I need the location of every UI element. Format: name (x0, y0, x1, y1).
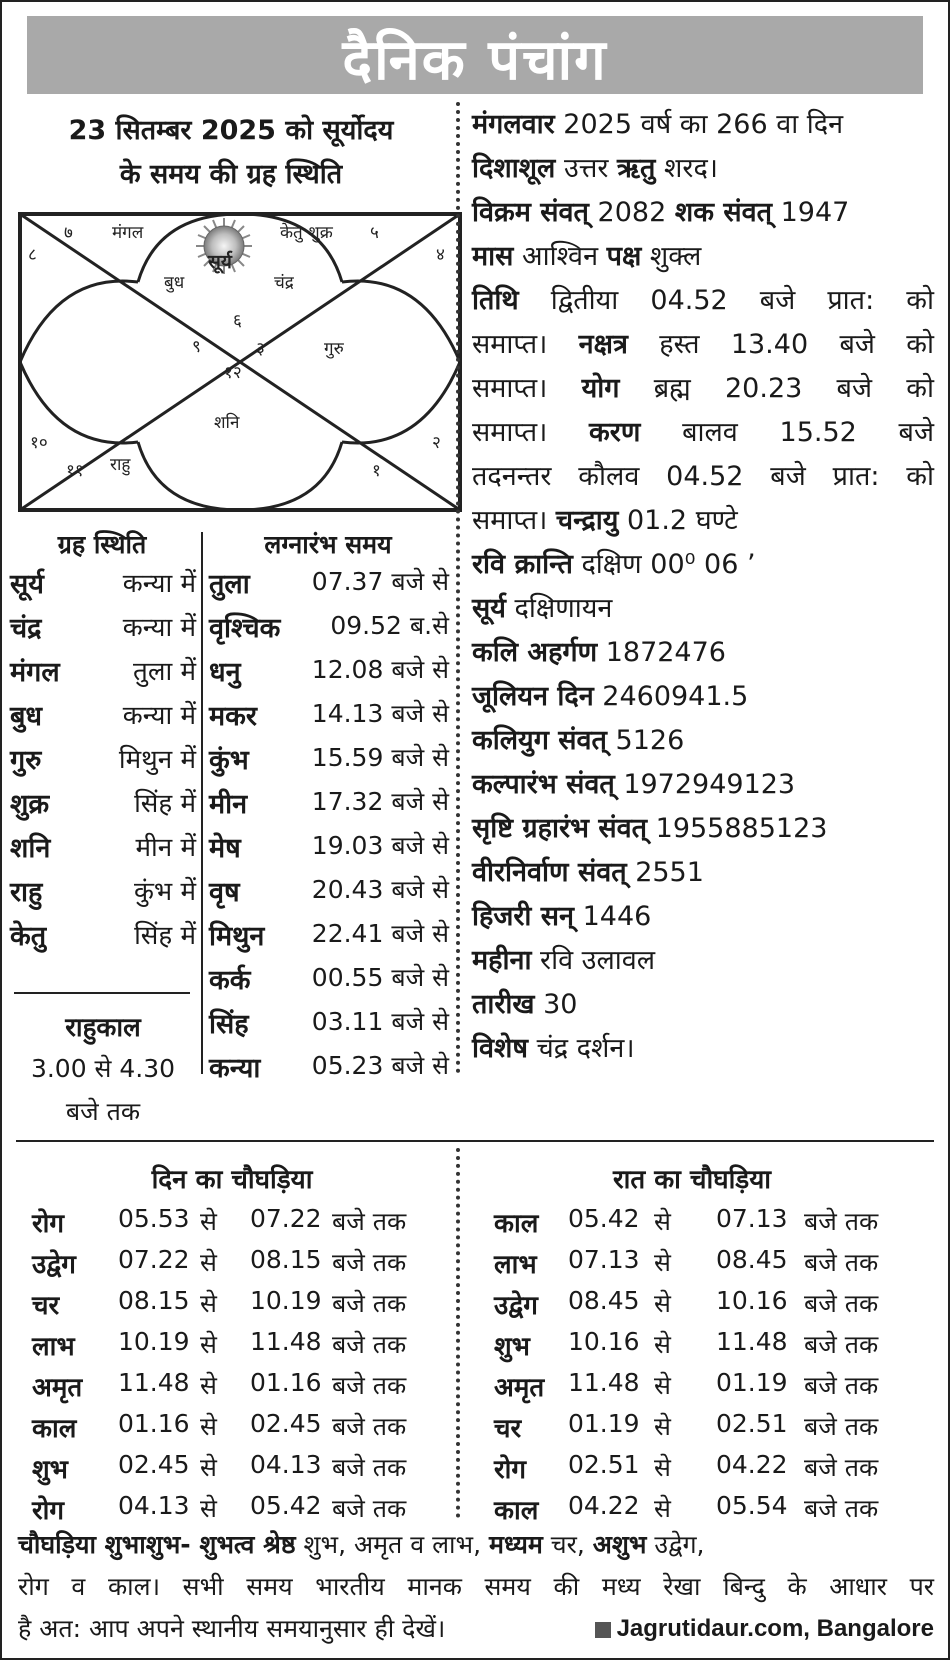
panchang-line-segment: 1947 (772, 197, 850, 228)
lagna-time: 05.23 बजे से (311, 1051, 449, 1080)
choghadiya-to: 05.42 (250, 1491, 322, 1520)
graha-planet: बुध (10, 701, 43, 732)
panchang-line-segment: 01.2 घण्टे (618, 505, 738, 536)
rahukaal-suffix: बजे तक (65, 1097, 141, 1126)
panchang-line-segment: मंगलवार (472, 109, 555, 140)
graha-row (10, 608, 196, 654)
panchang-line-segment: नक्षत्र (578, 329, 628, 360)
panchang-line (472, 630, 934, 676)
panchang-line (472, 542, 934, 588)
panchang-line (472, 850, 934, 896)
choghadiya-se: से (200, 1207, 217, 1236)
lagna-row (209, 564, 449, 610)
panchang-line-segment: महीना (472, 945, 532, 976)
panchang-line-segment: वीरनिर्वाण संवत् (472, 857, 627, 888)
choghadiya-name: लाभ (494, 1250, 537, 1280)
lagna-rashi: मिथुन (209, 921, 265, 952)
panchang-line-segment: जूलियन दिन (472, 681, 594, 712)
choghadiya-from: 04.13 (118, 1491, 190, 1520)
divider-choghadiya-vertical (456, 1148, 460, 1518)
choghadiya-se: से (654, 1289, 671, 1318)
choghadiya-to: 10.16 (716, 1286, 788, 1315)
panchang-line-segment: चंद्र दर्शन। (527, 1033, 635, 1064)
panchang-line (472, 806, 934, 852)
footer-credit-text: Jagrutidaur.com, Bangalore (616, 1615, 934, 1642)
night-choghadiya-heading: रात का चौघड़िया (612, 1165, 772, 1195)
choghadiya-from: 07.22 (118, 1245, 190, 1274)
rahukaal-time: 3.00 से 4.30 (30, 1054, 176, 1083)
panchang-line-segment: 2460941.5 (593, 681, 749, 712)
lagna-row (209, 784, 449, 830)
choghadiya-se: से (654, 1453, 671, 1482)
panchang-line-segment: सृष्टि ग्रहारंभ संवत् (472, 813, 648, 844)
choghadiya-name: चर (32, 1291, 60, 1321)
panchang-line (472, 762, 934, 808)
footer-line-1-segment: अशुभ (592, 1530, 647, 1559)
choghadiya-from: 10.19 (118, 1327, 190, 1356)
divider-choghadiya (16, 1140, 934, 1142)
choghadiya-from: 11.48 (118, 1368, 190, 1397)
panchang-line (472, 894, 934, 940)
panchang-line-segment: मास (472, 241, 514, 272)
panchang-line (472, 410, 934, 456)
rahukaal-heading: राहुकाल (65, 1013, 141, 1043)
panchang-line-segment: सूर्य (472, 593, 506, 624)
choghadiya-se: से (200, 1330, 217, 1359)
lagna-rashi: धनु (209, 657, 241, 688)
panchang-line (472, 674, 934, 720)
choghadiya-se: से (200, 1289, 217, 1318)
lagna-rashi: सिंह (209, 1009, 249, 1040)
panchang-line-segment: करण (589, 417, 641, 448)
panchang-line (472, 102, 934, 148)
kundali-chart (18, 212, 462, 512)
divider-graha-lagna (201, 532, 203, 1074)
graha-planet: सूर्य (10, 569, 44, 600)
panchang-line-segment: विशेष (472, 1033, 528, 1064)
choghadiya-from: 08.45 (568, 1286, 640, 1315)
lagna-row (209, 960, 449, 1006)
panchang-line (472, 1026, 934, 1072)
panchang-line-segment: रवि उलावल (531, 945, 656, 976)
footer-line-1-segment: उद्वेग, (646, 1530, 705, 1559)
panchang-line-segment: दक्षिण 00⁰ 06 ’ (572, 549, 756, 580)
panchang-line (472, 586, 934, 632)
panchang-line (472, 938, 934, 984)
choghadiya-tak: बजे तक (804, 1453, 879, 1482)
house-number-2: २ (432, 433, 441, 453)
graha-row (10, 784, 196, 830)
graha-sign: मीन में (135, 833, 196, 863)
lagna-rashi: कुंभ (209, 745, 249, 776)
footer-line-1-segment: चौघड़िया शुभाशुभ- (18, 1530, 200, 1559)
choghadiya-from: 02.51 (568, 1450, 640, 1479)
house-number-7: ७ (64, 223, 73, 243)
panchang-line (472, 278, 934, 324)
panchang-line-segment: विक्रम संवत् (472, 197, 589, 228)
panchang-line-segment: दक्षिणायन (505, 593, 613, 624)
chart-heading-line-1: 23 सितम्बर 2025 को सूर्योदय (68, 115, 394, 146)
choghadiya-se: से (200, 1453, 217, 1482)
choghadiya-name: रोग (32, 1496, 65, 1526)
choghadiya-to: 01.19 (716, 1368, 788, 1397)
panchang-line (472, 366, 934, 412)
lagna-rashi: वृश्चिक (209, 613, 281, 644)
lagna-row (209, 608, 449, 654)
choghadiya-name: अमृत (494, 1373, 545, 1403)
house-number-6: ६ (233, 311, 242, 331)
title-bar (27, 16, 923, 94)
choghadiya-name: काल (494, 1209, 539, 1239)
panchang-line-segment: कलि अहर्गण (472, 637, 598, 668)
graha-sign: कन्या में (122, 569, 196, 599)
graha-row (10, 564, 196, 610)
panchang-line (472, 190, 934, 236)
choghadiya-name: उद्वेग (494, 1291, 538, 1321)
panchang-line (472, 718, 934, 764)
panchang-line-segment: चन्द्रायु (555, 505, 619, 536)
graha-planet: केतु (10, 921, 47, 952)
choghadiya-tak: बजे तक (332, 1453, 407, 1482)
panchang-line-segment: 1972949123 (614, 769, 796, 800)
choghadiya-tak: बजे तक (804, 1412, 879, 1441)
planet-rahu: राहु (110, 455, 131, 475)
panchang-line-segment: समाप्त। (472, 373, 582, 404)
graha-sign: सिंह में (134, 921, 196, 951)
square-bullet-icon (595, 1622, 611, 1638)
choghadiya-name: अमृत (32, 1373, 83, 1403)
choghadiya-se: से (654, 1248, 671, 1277)
panchang-line-segment: 30 (534, 989, 578, 1020)
choghadiya-se: से (200, 1412, 217, 1441)
panchang-line-segment: शक संवत् (674, 197, 772, 228)
panchang-line-segment: हस्त 13.40 बजे को (627, 329, 934, 360)
house-number-11: ११ (66, 461, 84, 481)
house-number-4: ४ (436, 245, 445, 265)
panchang-line (472, 454, 934, 500)
day-choghadiya-heading: दिन का चौघड़िया (151, 1165, 313, 1195)
choghadiya-to: 07.22 (250, 1204, 322, 1233)
lagna-time: 12.08 बजे से (311, 655, 449, 684)
lagna-rashi: मेष (209, 833, 241, 864)
planet-guru: गुरु (324, 339, 344, 359)
panchang-line-segment: ऋतु (617, 153, 656, 184)
choghadiya-tak: बजे तक (332, 1494, 407, 1523)
planet-surya: सूर्य (208, 251, 232, 273)
panchang-line (472, 234, 934, 280)
choghadiya-tak: बजे तक (332, 1412, 407, 1441)
house-number-9: ९ (192, 337, 201, 357)
graha-sign: कन्या में (122, 701, 196, 731)
panchang-line-segment: रवि क्रान्ति (472, 549, 573, 580)
graha-sign: कुंभ में (133, 877, 196, 907)
panchang-line (472, 146, 934, 192)
panchang-line-segment: आश्विन (513, 241, 607, 272)
footer-line-2: रोग व काल। सभी समय भारतीय मानक समय की मध्य रेखा बिन्दु के आधार पर (18, 1572, 934, 1601)
graha-planet: शनि (10, 833, 51, 864)
panchang-line (472, 498, 934, 544)
graha-planet: राहु (10, 877, 43, 908)
lagna-time: 17.32 बजे से (311, 787, 449, 816)
choghadiya-se: से (654, 1330, 671, 1359)
lagna-rashi: तुला (209, 569, 250, 600)
footer-note: है अत: आप अपने स्थानीय समयानुसार ही देखें। (18, 1614, 446, 1643)
panchang-line (472, 982, 934, 1028)
panchang-line-segment: योग (581, 373, 620, 404)
panchang-line-segment: कल्पारंभ संवत् (472, 769, 615, 800)
choghadiya-to: 01.16 (250, 1368, 322, 1397)
graha-planet: गुरु (10, 745, 42, 776)
choghadiya-from: 11.48 (568, 1368, 640, 1397)
panchang-line-segment: 2025 वर्ष का 266 वा दिन (554, 109, 844, 140)
choghadiya-tak: बजे तक (804, 1289, 879, 1318)
house-number-8: ८ (28, 245, 37, 265)
choghadiya-from: 10.16 (568, 1327, 640, 1356)
graha-row (10, 872, 196, 918)
panchang-line-segment: पक्ष (606, 241, 642, 272)
graha-row (10, 652, 196, 698)
lagna-rashi: कन्या (209, 1053, 261, 1084)
lagna-time: 15.59 बजे से (311, 743, 449, 772)
choghadiya-se: से (200, 1494, 217, 1523)
footer-line-1 (18, 1524, 934, 1566)
lagna-rashi: वृष (209, 877, 240, 908)
panchang-line-segment: 1955885123 (647, 813, 828, 844)
panchang-line-segment: तिथि (472, 285, 519, 316)
house-number-1: १ (372, 461, 381, 481)
lagna-row (209, 916, 449, 962)
lagna-row (209, 1048, 449, 1094)
graha-sign: सिंह में (134, 789, 196, 819)
graha-sign: तुला में (133, 657, 196, 687)
choghadiya-tak: बजे तक (804, 1371, 879, 1400)
panchang-line-segment: कलियुग संवत् (472, 725, 607, 756)
lagna-rashi: मकर (209, 701, 257, 732)
planet-budh: बुध (164, 273, 185, 293)
panchang-line-segment: समाप्त। (472, 505, 556, 536)
panchang-line-segment: 5126 (606, 725, 685, 756)
choghadiya-tak: बजे तक (332, 1371, 407, 1400)
footer-line-1-segment: मध्यम (489, 1530, 543, 1559)
choghadiya-from: 02.45 (118, 1450, 190, 1479)
lagna-row (209, 1004, 449, 1050)
planet-chandra: चंद्र (274, 273, 294, 293)
lagna-time: 03.11 बजे से (311, 1007, 449, 1036)
panchang-line-segment: तारीख (472, 989, 535, 1020)
choghadiya-se: से (654, 1207, 671, 1236)
choghadiya-to: 07.13 (716, 1204, 788, 1233)
choghadiya-se: से (654, 1412, 671, 1441)
panchang-line (472, 322, 934, 368)
choghadiya-to: 02.51 (716, 1409, 788, 1438)
choghadiya-tak: बजे तक (804, 1248, 879, 1277)
choghadiya-from: 07.13 (568, 1245, 640, 1274)
lagna-row (209, 828, 449, 874)
lagna-time: 19.03 बजे से (311, 831, 449, 860)
lagna-time: 00.55 बजे से (311, 963, 449, 992)
graha-sign: मिथुन में (118, 745, 196, 775)
choghadiya-tak: बजे तक (804, 1207, 879, 1236)
house-number-3: ३ (256, 339, 265, 359)
choghadiya-name: शुभ (32, 1455, 68, 1485)
choghadiya-to: 04.13 (250, 1450, 322, 1479)
choghadiya-name: उद्वेग (32, 1250, 76, 1280)
graha-row (10, 916, 196, 962)
choghadiya-to: 10.19 (250, 1286, 322, 1315)
planet-shani: शनि (214, 413, 240, 433)
choghadiya-from: 05.42 (568, 1204, 640, 1233)
lagna-row (209, 652, 449, 698)
choghadiya-tak: बजे तक (332, 1207, 407, 1236)
choghadiya-to: 11.48 (250, 1327, 322, 1356)
choghadiya-from: 08.15 (118, 1286, 190, 1315)
graha-sign: कन्या में (122, 613, 196, 643)
lagna-time: 20.43 बजे से (311, 875, 449, 904)
page-title: दैनिक पंचांग (342, 28, 608, 93)
choghadiya-name: काल (32, 1414, 77, 1444)
choghadiya-to: 08.15 (250, 1245, 322, 1274)
footer-line-3 (18, 1608, 934, 1650)
lagna-time: 14.13 बजे से (311, 699, 449, 728)
lagnarambh-heading: लग्नारंभ समय (264, 530, 392, 559)
choghadiya-from: 04.22 (568, 1491, 640, 1520)
lagna-time: 07.37 बजे से (311, 567, 449, 596)
graha-planet: शुक्र (10, 789, 50, 820)
choghadiya-to: 04.22 (716, 1450, 788, 1479)
panchang-line-segment: 2082 (588, 197, 675, 228)
choghadiya-name: चर (494, 1414, 522, 1444)
graha-row (10, 740, 196, 786)
choghadiya-se: से (654, 1494, 671, 1523)
choghadiya-name: लाभ (32, 1332, 75, 1362)
choghadiya-se: से (654, 1371, 671, 1400)
panchang-line-segment: द्वितीया 04.52 बजे प्रात: को (518, 285, 934, 316)
footer-line-1-segment: चर, (542, 1530, 593, 1559)
choghadiya-from: 05.53 (118, 1204, 190, 1233)
panchang-line-segment: समाप्त। (472, 329, 579, 360)
choghadiya-from: 01.16 (118, 1409, 190, 1438)
graha-planet: मंगल (10, 657, 60, 688)
choghadiya-name: शुभ (494, 1332, 530, 1362)
lagna-row (209, 696, 449, 742)
lagna-time: 09.52 ब.से (330, 611, 449, 640)
house-number-10: १० (30, 433, 48, 453)
panchang-line-segment: समाप्त। (472, 417, 590, 448)
house-number-5: ५ (370, 223, 379, 243)
choghadiya-tak: बजे तक (804, 1330, 879, 1359)
panchang-line-segment: उत्तर (555, 153, 618, 184)
choghadiya-from: 01.19 (568, 1409, 640, 1438)
footer-credit (595, 1608, 934, 1650)
planet-ketu-shukra: केतु शुक्र (280, 223, 333, 243)
choghadiya-to: 05.54 (716, 1491, 788, 1520)
divider-rahukaal (14, 992, 190, 994)
planet-mangal: मंगल (112, 223, 144, 243)
house-number-12: १२ (224, 363, 242, 383)
choghadiya-tak: बजे तक (332, 1330, 407, 1359)
choghadiya-name: रोग (32, 1209, 65, 1239)
lagna-row (209, 872, 449, 918)
panchang-line-segment: हिजरी सन् (472, 901, 575, 932)
lagna-rashi: कर्क (209, 965, 251, 996)
divider-top (456, 102, 460, 1074)
choghadiya-tak: बजे तक (332, 1289, 407, 1318)
panchang-line-segment: ब्रह्म 20.23 बजे को (619, 373, 934, 404)
choghadiya-to: 11.48 (716, 1327, 788, 1356)
panchang-line-segment: तदनन्तर कौलव 04.52 बजे प्रात: को (472, 461, 934, 492)
graha-row (10, 828, 196, 874)
graha-row (10, 696, 196, 742)
panchang-line-segment: बालव 15.52 बजे (640, 417, 934, 448)
graha-sthiti-heading: ग्रह स्थिति (57, 530, 147, 559)
panchang-line-segment: शरद। (655, 153, 719, 184)
lagna-rashi: मीन (209, 789, 248, 820)
panchang-line-segment: 1872476 (597, 637, 726, 668)
footer-line-1-segment: शुभ, अमृत व लाभ, (295, 1530, 489, 1559)
footer-line-1-segment: शुभत्व श्रेष्ठ (199, 1530, 296, 1559)
panchang-line-segment: दिशाशूल (472, 153, 556, 184)
lagna-row (209, 740, 449, 786)
choghadiya-se: से (200, 1248, 217, 1277)
choghadiya-name: काल (494, 1496, 539, 1526)
panchang-line-segment: 2551 (626, 857, 704, 888)
panchang-line-segment: शुक्ल (641, 241, 702, 272)
choghadiya-name: रोग (494, 1455, 527, 1485)
choghadiya-tak: बजे तक (804, 1494, 879, 1523)
choghadiya-to: 08.45 (716, 1245, 788, 1274)
chart-heading-line-2: के समय की ग्रह स्थिति (119, 159, 343, 190)
choghadiya-to: 02.45 (250, 1409, 322, 1438)
lagna-time: 22.41 बजे से (311, 919, 449, 948)
choghadiya-tak: बजे तक (332, 1248, 407, 1277)
graha-planet: चंद्र (10, 613, 42, 644)
choghadiya-se: से (200, 1371, 217, 1400)
panchang-line-segment: 1446 (574, 901, 652, 932)
